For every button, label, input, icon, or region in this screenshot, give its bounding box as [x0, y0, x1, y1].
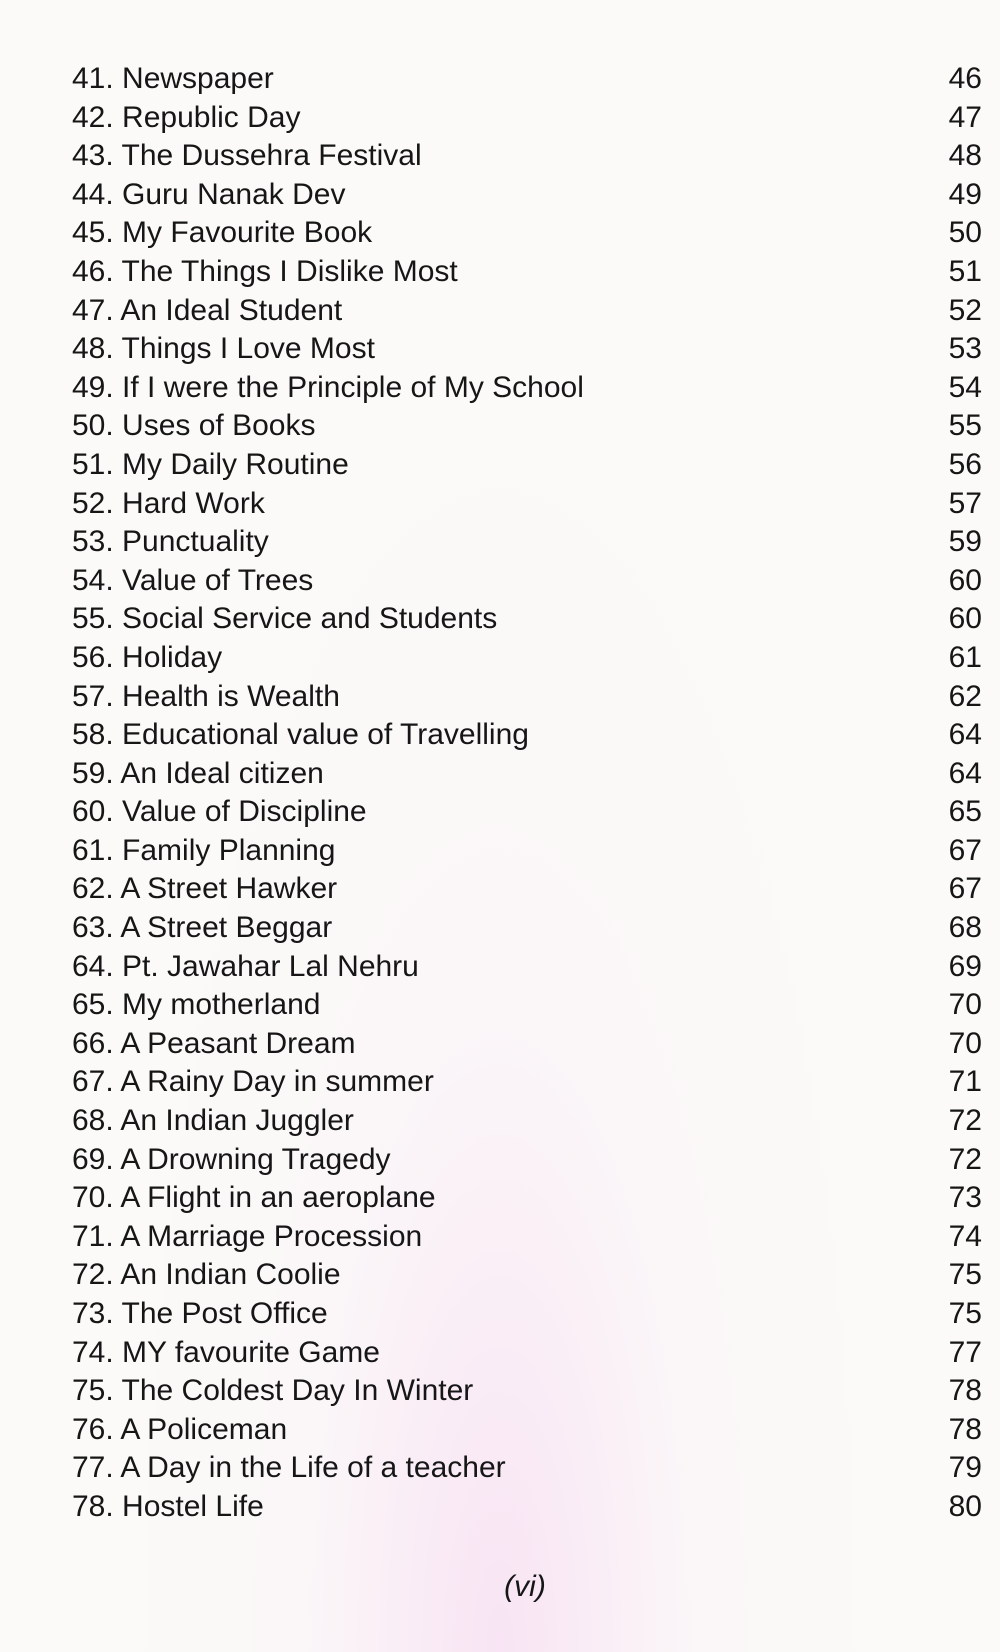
toc-entry [72, 562, 982, 601]
toc-entry-title: 64. Pt. Jawahar Lal Nehru [72, 949, 419, 983]
toc-entry-page-number: 59 [948, 525, 982, 559]
toc-entry-title: 61. Family Planning [72, 833, 336, 867]
toc-entry-title: 75. The Coldest Day In Winter [72, 1374, 474, 1408]
toc-entry-title: 42. Republic Day [72, 100, 301, 134]
toc-entry-title: 67. A Rainy Day in summer [72, 1065, 434, 1099]
toc-entry-title: 62. A Street Hawker [72, 872, 338, 906]
toc-entry [72, 1256, 982, 1295]
toc-entry-page-number: 67 [948, 872, 982, 906]
toc-entry-page-number: 62 [948, 679, 982, 713]
toc-entry-title: 55. Social Service and Students [72, 602, 498, 636]
toc-entry-page-number: 51 [948, 254, 982, 288]
toc-entry-page-number: 75 [948, 1258, 982, 1292]
toc-entry-page-number: 78 [948, 1374, 982, 1408]
toc-entry [72, 755, 982, 794]
toc-entry-page-number: 61 [948, 640, 982, 674]
toc-entry [72, 1063, 982, 1102]
toc-entry [72, 948, 982, 987]
toc-entry-page-number: 48 [948, 139, 982, 173]
toc-entry-title: 65. My motherland [72, 988, 321, 1022]
toc-entry [72, 1334, 982, 1373]
toc-entry-title: 48. Things I Love Most [72, 332, 375, 366]
toc-entry-page-number: 74 [948, 1219, 982, 1253]
toc-entry [72, 639, 982, 678]
toc-entry-title: 73. The Post Office [72, 1297, 328, 1330]
toc-entry-title: 60. Value of Discipline [72, 795, 367, 829]
toc-entry [72, 446, 982, 485]
toc-entry-page-number: 68 [948, 911, 982, 945]
toc-entry-page-number: 65 [948, 795, 982, 829]
toc-entry [72, 1179, 982, 1218]
toc-entry [72, 1025, 982, 1064]
toc-entry-page-number: 80 [948, 1489, 982, 1523]
toc-entry-page-number: 77 [948, 1335, 982, 1369]
toc-entry [72, 1141, 982, 1180]
toc-entry [72, 137, 982, 176]
toc-entry-title: 59. An Ideal citizen [72, 756, 324, 790]
toc-entry [72, 330, 982, 369]
toc-entry-title: 45. My Favourite Book [72, 216, 373, 250]
toc-entry-page-number: 78 [948, 1412, 982, 1446]
toc-entry-page-number: 55 [948, 409, 982, 443]
toc-entry [72, 214, 982, 253]
toc-entry-title: 50. Uses of Books [72, 409, 316, 443]
toc-entry [72, 1295, 982, 1334]
toc-entry-title: 58. Educational value of Travelling [72, 718, 529, 752]
toc-entry [72, 600, 982, 639]
toc-entry-page-number: 70 [948, 1026, 982, 1060]
toc-entry-title: 57. Health is Wealth [72, 679, 340, 713]
toc-entry-title: 69. A Drowning Tragedy [72, 1142, 391, 1176]
toc-entry [72, 485, 982, 524]
toc-entry [72, 678, 982, 717]
toc-entry-title: 43. The Dussehra Festival [72, 139, 422, 173]
toc-entry [72, 1372, 982, 1411]
toc-entry-page-number: 54 [948, 370, 982, 404]
toc-entry-page-number: 72 [948, 1142, 982, 1176]
toc-entry [72, 832, 982, 871]
page-number-folio: (vi) [504, 1570, 546, 1603]
toc-entry-page-number: 75 [948, 1297, 982, 1330]
toc-entry [72, 176, 982, 215]
toc-entry [72, 1102, 982, 1141]
toc-entry-title: 77. A Day in the Life of a teacher [72, 1451, 506, 1485]
table-of-contents [72, 60, 982, 1527]
toc-entry [72, 99, 982, 138]
toc-entry-title: 52. Hard Work [72, 486, 265, 520]
toc-entry [72, 292, 982, 331]
toc-entry-title: 74. MY favourite Game [72, 1335, 380, 1369]
toc-entry-page-number: 64 [948, 756, 982, 790]
toc-entry-page-number: 64 [948, 718, 982, 752]
toc-entry-title: 66. A Peasant Dream [72, 1026, 356, 1060]
toc-entry [72, 793, 982, 832]
toc-entry-page-number: 79 [948, 1451, 982, 1485]
toc-entry-page-number: 70 [948, 988, 982, 1022]
toc-entry-title: 71. A Marriage Procession [72, 1219, 423, 1253]
toc-entry-title: 47. An Ideal Student [72, 293, 343, 327]
toc-entry-page-number: 49 [948, 177, 982, 211]
toc-entry-page-number: 72 [948, 1104, 982, 1138]
toc-entry-page-number: 60 [948, 563, 982, 597]
toc-entry-title: 41. Newspaper [72, 62, 274, 95]
toc-entry-title: 51. My Daily Routine [72, 447, 349, 481]
toc-entry [72, 369, 982, 408]
toc-entry-title: 76. A Policeman [72, 1412, 288, 1446]
toc-entry [72, 986, 982, 1025]
toc-entry-page-number: 69 [948, 949, 982, 983]
toc-entry-title: 49. If I were the Principle of My School [72, 370, 584, 404]
toc-entry-page-number: 50 [948, 216, 982, 250]
toc-entry-title: 78. Hostel Life [72, 1489, 264, 1523]
toc-entry-title: 56. Holiday [72, 640, 223, 674]
toc-entry-page-number: 67 [948, 833, 982, 867]
toc-entry-page-number: 73 [948, 1181, 982, 1215]
toc-entry [72, 1218, 982, 1257]
toc-entry-title: 46. The Things I Dislike Most [72, 254, 458, 288]
toc-entry [72, 909, 982, 948]
toc-entry-page-number: 71 [948, 1065, 982, 1099]
toc-entry [72, 716, 982, 755]
toc-entry [72, 1449, 982, 1488]
toc-entry [72, 253, 982, 292]
toc-entry-title: 54. Value of Trees [72, 563, 314, 597]
toc-entry-page-number: 60 [948, 602, 982, 636]
toc-entry-title: 68. An Indian Juggler [72, 1104, 354, 1138]
toc-entry [72, 407, 982, 446]
toc-entry [72, 60, 982, 99]
toc-entry [72, 1411, 982, 1450]
toc-entry-page-number: 53 [948, 332, 982, 366]
toc-entry-page-number: 57 [948, 486, 982, 520]
toc-entry-page-number: 46 [948, 62, 982, 95]
toc-entry [72, 523, 982, 562]
toc-entry [72, 870, 982, 909]
toc-entry-title: 70. A Flight in an aeroplane [72, 1181, 436, 1215]
toc-entry-title: 72. An Indian Coolie [72, 1258, 341, 1292]
toc-entry-page-number: 52 [948, 293, 982, 327]
toc-entry-title: 53. Punctuality [72, 525, 269, 559]
toc-entry [72, 1488, 982, 1527]
toc-entry-page-number: 56 [948, 447, 982, 481]
toc-entry-title: 63. A Street Beggar [72, 911, 333, 945]
toc-entry-title: 44. Guru Nanak Dev [72, 177, 346, 211]
toc-entry-page-number: 47 [948, 100, 982, 134]
